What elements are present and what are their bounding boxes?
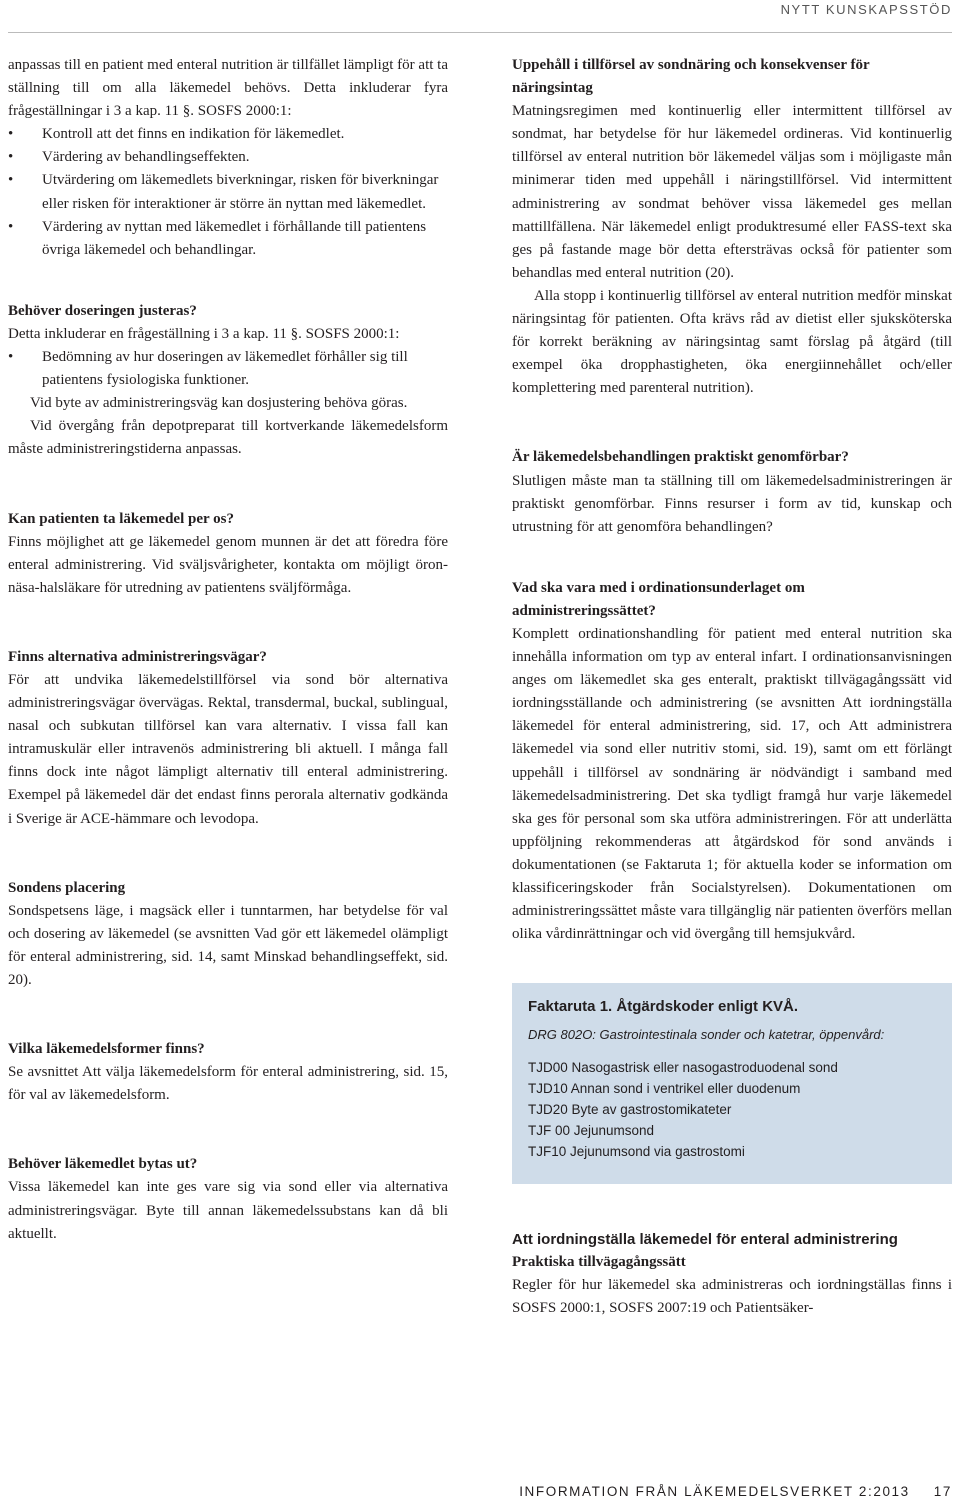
publication-name: INFORMATION FRÅN LÄKEMEDELSVERKET 2:2013 <box>519 1484 910 1499</box>
section-text: Se avsnittet Att välja läkemedelsform för enteral administrering, sid. 15, för val av läkemedelsform. <box>8 1064 448 1104</box>
documentation-section <box>512 577 952 947</box>
section-heading: Uppehåll i tillförsel av sondnäring och konsekvenser för näringsintag <box>512 57 870 97</box>
dose-paragraph: Vid övergång från depotpreparat till kortverkande läkemedelsform måste administreringstiderna anpassas. <box>8 418 448 458</box>
feeding-pause-section <box>512 54 952 400</box>
tube-placement-section <box>8 877 448 992</box>
list-item: • Värdering av behandlingseffekten. <box>8 146 448 169</box>
list-item: • Bedömning av hur doseringen av läkemedlet förhåller sig till patientens fysiologiska funktioner. <box>8 346 448 392</box>
review-bullet-list <box>8 123 448 262</box>
section-text: Alla stopp i kontinuerlig tillförsel av enteral nutrition medför minskat näringsintag för patienten. Ofta krävs råd av dietist eller sjuksköterska för korrekt beräkning av näringsintag samt förslag på åtgärd (till exempel öka dropphastigheten, öka energiinnehållet och/eller komplettering med parenteral nutrition). <box>512 287 952 397</box>
procedure-code: TJD00 Nasogastrisk eller nasogastroduodenal sond <box>528 1060 838 1076</box>
section-text: Sondspetsens läge, i magsäck eller i tunntarmen, har betydelse för val och dosering av läkemedel (se avsnitten Vad gör ett läkemedel olämpligt för enteral administrering, sid. 14, samt Minskad behandlingseffekt, sid. 20). <box>8 902 448 988</box>
header-divider <box>8 32 952 33</box>
list-item: • Kontroll att det finns en indikation för läkemedlet. <box>8 123 448 146</box>
procedure-code: TJD10 Annan sond i ventrikel eller duodenum <box>528 1081 801 1097</box>
section-heading: Vilka läkemedelsformer finns? <box>8 1041 205 1058</box>
section-heading: Kan patienten ta läkemedel per os? <box>8 510 234 527</box>
left-column <box>8 54 448 1246</box>
fact-box-subtitle: DRG 802O: Gastrointestinala sonder och katetrar, öppenvård: <box>528 1027 885 1043</box>
dose-paragraph: Vid byte av administreringsväg kan dosjustering behöva göras. <box>30 395 408 412</box>
chapter-title: Att iordningställa läkemedel för enteral administrering <box>512 1231 898 1249</box>
intro-paragraph: anpassas till en patient med enteral nutrition är tillfället lämpligt för att ta ställning till om alla läkemedel behövs. Detta inkluderar fyra frågeställningar i 3 a kap. 11 §. SOSFS 2000:1: <box>8 57 448 120</box>
dose-bullet-list <box>8 346 448 392</box>
section-heading: Praktiska tillvägagångssätt <box>512 1254 686 1271</box>
dose-intro: Detta inkluderar en frågeställning i 3 a kap. 11 §. SOSFS 2000:1: <box>8 325 400 342</box>
section-heading: Behöver läkemedlet bytas ut? <box>8 1156 198 1173</box>
section-heading: Behöver doseringen justeras? <box>8 302 197 319</box>
feasibility-section <box>512 446 952 538</box>
procedure-code: TJF 00 Jejunumsond <box>528 1123 655 1139</box>
section-text: För att undvika läkemedelstillförsel via sond bör alternativa administreringsvägar övervägas. Rektal, transdermal, buckal, sublingual, nasal och subkutan tillförsel kan vara alternativ. I vissa fall kan intramuskulär eller intravenös administrering bli aktuell. I många fall finns dock inte något lämpligt alternativ till enteral administrering. Exempel på läkemedel där det endast finns perorala alternativ godkända i Sverige är ACE-hämmare och levodopa. <box>8 671 448 827</box>
procedure-code: TJD20 Byte av gastrostomikateter <box>528 1102 732 1118</box>
alternative-routes-section <box>8 646 448 831</box>
section-text: Vissa läkemedel kan inte ges vare sig via sond eller via alternativa administreringsvägar. Byte till annan läkemedelssubstans kan då bli aktuellt. <box>8 1179 448 1242</box>
section-text: Regler för hur läkemedel ska administreras och iordningställas finns i SOSFS 2000:1, SOSFS 2007:19 och Patientsäker- <box>512 1277 952 1317</box>
section-text: Finns möjlighet att ge läkemedel genom munnen är det att föredra före enteral administrering. Vid sväljsvårigheter, kontakta om möjligt öron-näsa-halsläkare för utredning av patientens sväljförmåga. <box>8 533 448 596</box>
section-heading: Vad ska vara med i ordinationsunderlaget om administreringssättet? <box>512 579 805 619</box>
section-text: Matningsregimen med kontinuerlig eller intermittent tillförsel av sondmat, har betydelse för hur läkemedel ordineras. Vid kontinuerlig tillförsel av enteral nutrition bör läkemedel väljas som i möjligaste mån minimerar tiden med uppehåll i näringstillförsel. Vid intermittent administrering av sondmat behöver vissa läkemedel ges mellan mattillfällena. När läkemedel enligt produktresumé eller FASS-text ska ges på fastande mage bör detta eftersträvas också för patienter som behandlas med enteral nutrition (20). <box>512 103 952 281</box>
page-number: 17 <box>933 1484 952 1499</box>
running-header: NYTT KUNSKAPSSTÖD <box>780 2 952 17</box>
list-item: • Utvärdering om läkemedlets biverkningar, risken för biverkningar eller risken för interaktioner är större än nyttan med läkemedlet. <box>8 169 448 215</box>
list-item: • Värdering av nyttan med läkemedlet i förhållande till patientens övriga läkemedel och behandlingar. <box>8 216 448 262</box>
substitution-section <box>8 1153 448 1245</box>
dose-section <box>8 300 448 462</box>
dosage-forms-section <box>8 1038 448 1107</box>
section-text: Komplett ordinationshandling för patient med enteral nutrition ska innehålla information om typ av enteral infart. I ordinationsanvisningen anges om läkemedlet ska ges enteralt, praktiskt tillvägagångssätt vid iordningsställande och administrering (se avsnitten Att iordningställa läkemedel för enteral administrering, sid. 17, och Att administrera läkemedel via sond eller nutritiv stomi, sid. 19), samt om ett förlängt uppehåll i tillförsel av sondnäring är nödvändigt i samband med läkemedelsadministrering. Det ska tydligt framgå hur varje läkemedel ska ges för personal som ska utföra administreringen. För att underlätta uppföljning rekommenderas att åtgärdskod för sond används i dokumentationen (se Faktaruta 1; för aktuella koder se information om klassificeringskoder från Socialstyrelsen). Dokumentationen om administreringssättet måste vara tillgänglig när patienten överförs mellan olika vårdinrättningar och vid övergång till hemsjukvård. <box>512 625 952 943</box>
fact-box <box>512 983 952 1184</box>
oral-section <box>8 508 448 600</box>
procedure-code: TJF10 Jejunumsond via gastrostomi <box>528 1144 745 1160</box>
fact-box-title: Faktaruta 1. Åtgärdskoder enligt KVÅ. <box>528 998 799 1016</box>
section-heading: Finns alternativa administreringsvägar? <box>8 648 267 665</box>
page-footer <box>519 1484 952 1499</box>
section-heading: Är läkemedelsbehandlingen praktiskt genomförbar? <box>512 449 849 466</box>
right-column <box>512 54 952 1321</box>
section-text: Slutligen måste man ta ställning till om läkemedelsadministreringen är praktiskt genomförbar. Finns resurser i form av tid, kunskap och utrustning för att genomföra behandlingen? <box>512 472 952 535</box>
section-heading: Sondens placering <box>8 879 126 896</box>
